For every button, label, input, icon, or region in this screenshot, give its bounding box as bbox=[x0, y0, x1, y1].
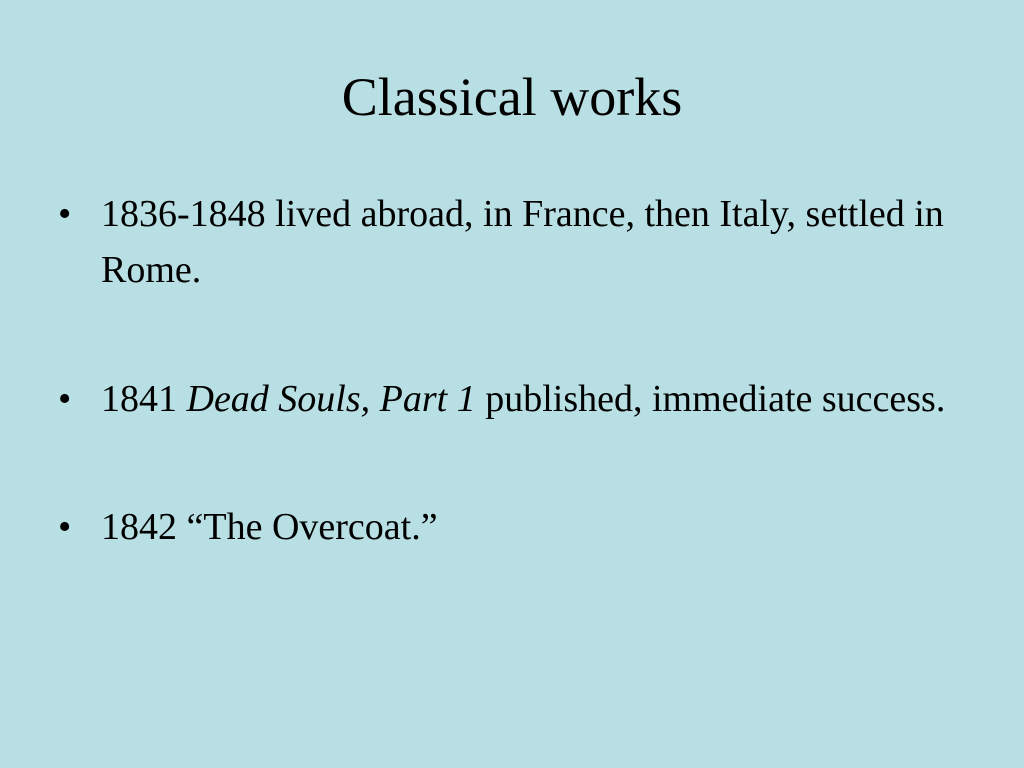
bullet-item bbox=[0, 499, 1024, 555]
bullet-text: 1836-1848 lived abroad, in France, then Italy, settled in Rome. bbox=[101, 193, 944, 291]
bullet-text-suffix: published, immediate success. bbox=[475, 378, 946, 420]
bullet-icon: • bbox=[58, 506, 72, 548]
bullet-list bbox=[0, 186, 1024, 555]
bullet-icon: • bbox=[58, 193, 72, 235]
book-title: Dead Souls, Part 1 bbox=[186, 378, 476, 420]
slide-title: Classical works bbox=[341, 67, 683, 127]
bullet-item bbox=[0, 186, 1024, 298]
bullet-text: 1842 “The Overcoat.” bbox=[101, 506, 438, 548]
bullet-icon: • bbox=[58, 378, 72, 420]
bullet-text-prefix: 1841 bbox=[101, 378, 187, 420]
bullet-item bbox=[0, 371, 1024, 427]
